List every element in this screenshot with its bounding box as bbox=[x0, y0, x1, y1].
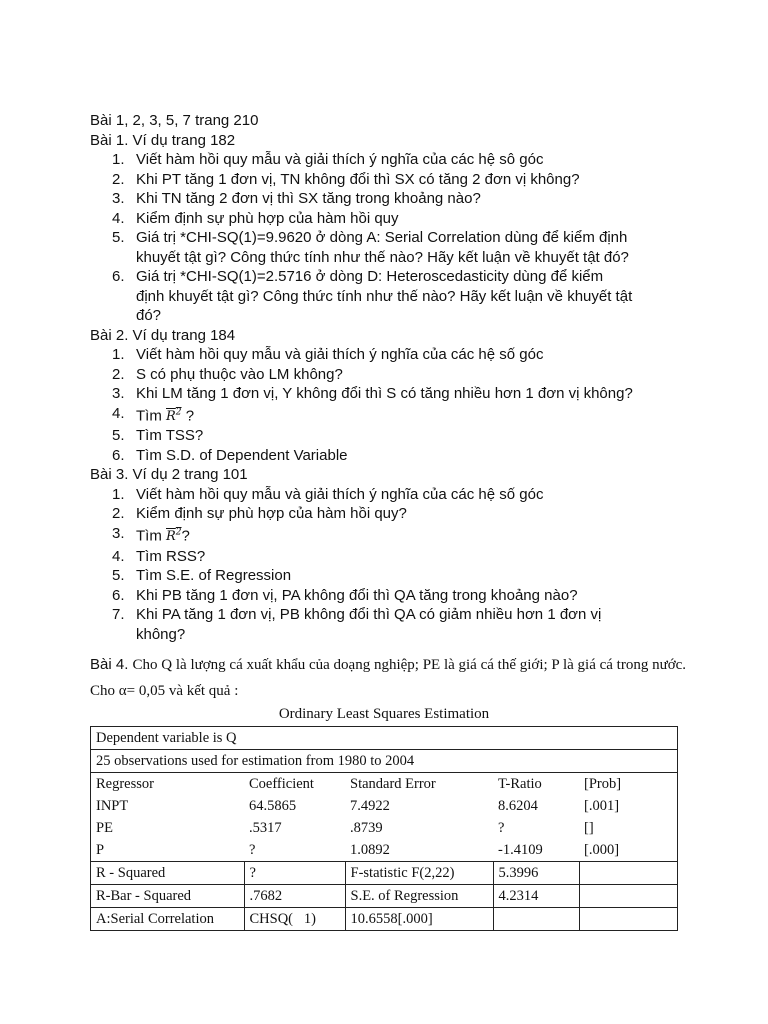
table-cell: [] bbox=[579, 817, 678, 839]
bai3-title: Bài 3. Ví dụ 2 trang 101 bbox=[90, 466, 248, 484]
table-cell: 1.0892 bbox=[350, 841, 390, 858]
list-item: 7. Khi PA tăng 1 đơn vị, PB không đổi thì QA có giảm nhiều hơn 1 đơn vị không? bbox=[112, 606, 602, 643]
observations-cell: 25 observations used for estimation from 1980 to 2004 bbox=[91, 750, 678, 773]
header-cell: Regressor bbox=[91, 773, 245, 796]
list-item: 4. Tìm $R^2$ ? bbox=[112, 404, 195, 424]
table-cell: .5317 bbox=[249, 819, 282, 836]
list-item: 6. Khi PB tăng 1 đơn vị, PA không đổi thì QA tăng trong khoảng nào? bbox=[112, 586, 578, 604]
table-cell: PE bbox=[91, 817, 245, 839]
table-cell: A:Serial Correlation bbox=[91, 908, 245, 931]
table-row bbox=[91, 750, 678, 773]
list-item: 3. Khi LM tăng 1 đơn vị, Y không đổi thì S có tăng nhiều hơn 1 đơn vị không? bbox=[112, 385, 633, 402]
list-item: 5. Tìm TSS? bbox=[112, 427, 204, 445]
list-item: 1. Viết hàm hồi quy mẫu và giải thích ý nghĩa của các hệ sô góc bbox=[112, 151, 544, 168]
table-cell: 8.6204 bbox=[498, 797, 538, 814]
header-cell: T-Ratio bbox=[498, 775, 542, 792]
list-item: 4. Kiểm định sự phù hợp của hàm hồi quy bbox=[112, 209, 399, 227]
bai1-list bbox=[90, 150, 690, 326]
bai1-title: Bài 1. Ví dụ trang 182 bbox=[90, 131, 236, 149]
document bbox=[90, 111, 690, 931]
table-row bbox=[91, 908, 678, 931]
table-cell: .7682 bbox=[244, 885, 345, 908]
table-cell: 10.6558[.000] bbox=[345, 908, 493, 931]
table-cell: F-statistic F(2,22) bbox=[345, 862, 493, 885]
bai3-list bbox=[90, 485, 690, 644]
dependent-variable-cell: Dependent variable is Q bbox=[91, 727, 678, 750]
table-cell: ? bbox=[498, 819, 505, 836]
table-cell: [.001] bbox=[579, 795, 678, 817]
table-row bbox=[91, 727, 678, 750]
list-item: 6. Tìm S.D. of Dependent Variable bbox=[112, 446, 348, 464]
table-title: Ordinary Least Squares Estimation bbox=[278, 706, 490, 723]
bai4-paragraph bbox=[90, 652, 690, 704]
table-cell bbox=[579, 862, 678, 885]
table-cell: R-Bar - Squared bbox=[91, 885, 245, 908]
header-cell: Coefficient bbox=[249, 775, 314, 792]
table-cell: 7.4922 bbox=[350, 797, 390, 814]
table-row bbox=[91, 885, 678, 908]
list-item: 1. Viết hàm hồi quy mẫu và giải thích ý nghĩa của các hệ số góc bbox=[112, 485, 544, 503]
table-cell: ? bbox=[244, 862, 345, 885]
list-item: 1. Viết hàm hồi quy mẫu và giải thích ý nghĩa của các hệ số góc bbox=[112, 346, 544, 363]
header-line: Bài 1, 2, 3, 5, 7 trang 210 bbox=[90, 112, 259, 129]
r-bar-squared-symbol: $R^2$ bbox=[166, 527, 182, 545]
list-item: 2. Khi PT tăng 1 đơn vị, TN không đổi thì SX có tăng 2 đơn vị không? bbox=[112, 170, 580, 188]
table-cell bbox=[579, 885, 678, 908]
table-row bbox=[91, 795, 678, 817]
bai2-list bbox=[90, 345, 690, 465]
r-bar-squared-symbol: $R^2$ bbox=[166, 407, 182, 424]
table-header-row bbox=[91, 773, 678, 796]
table-cell: CHSQ( 1) bbox=[244, 908, 345, 931]
ols-table bbox=[90, 726, 678, 931]
list-item: 6. Giá trị *CHI-SQ(1)=2.5716 ở dòng D: Heteroscedasticity dùng để kiểm định khuyết tật gì? Công thức tính như thế nào? Hãy kết luận về khuyết tật đó? bbox=[112, 268, 633, 324]
list-item: 3. Tìm $R^2$? bbox=[112, 524, 190, 545]
bai4-text: Cho Q là lượng cá xuất khẩu của doạng nghiệp; PE là giá cá thế giới; P là giá cá trong nước. Cho α= 0,05 và kết quả : bbox=[90, 657, 687, 700]
header-cell: [Prob] bbox=[579, 773, 678, 796]
list-item: 2. Kiểm định sự phù hợp của hàm hồi quy? bbox=[112, 505, 407, 523]
list-item: 4. Tìm RSS? bbox=[112, 547, 206, 565]
table-cell bbox=[579, 908, 678, 931]
table-cell: S.E. of Regression bbox=[345, 885, 493, 908]
table-cell: R - Squared bbox=[91, 862, 245, 885]
table-cell: 5.3996 bbox=[493, 862, 579, 885]
bai2-title: Bài 2. Ví dụ trang 184 bbox=[90, 326, 236, 344]
table-row bbox=[91, 839, 678, 862]
table-cell: .8739 bbox=[350, 819, 383, 836]
table-cell: ? bbox=[249, 841, 256, 858]
list-item: 5. Giá trị *CHI-SQ(1)=9.9620 ở dòng A: Serial Correlation dùng để kiểm định khuyết tật gì? Công thức tính như thế nào? Hãy kết luận về khuyết tật đó? bbox=[112, 229, 629, 266]
table-cell: P bbox=[91, 839, 245, 862]
table-cell: INPT bbox=[91, 795, 245, 817]
table-row bbox=[91, 862, 678, 885]
list-item: 3. Khi TN tăng 2 đơn vị thì SX tăng trong khoảng nào? bbox=[112, 190, 481, 207]
table-cell: 64.5865 bbox=[249, 797, 297, 814]
list-item: 2. S có phụ thuộc vào LM không? bbox=[112, 365, 343, 383]
table-cell: -1.4109 bbox=[498, 841, 543, 858]
table-cell: [.000] bbox=[579, 839, 678, 862]
table-cell bbox=[493, 908, 579, 931]
header-cell: Standard Error bbox=[350, 775, 436, 792]
table-cell: 4.2314 bbox=[493, 885, 579, 908]
table-row bbox=[91, 817, 678, 839]
bai4-label: Bài 4. bbox=[90, 656, 129, 674]
list-item: 5. Tìm S.E. of Regression bbox=[112, 567, 292, 585]
